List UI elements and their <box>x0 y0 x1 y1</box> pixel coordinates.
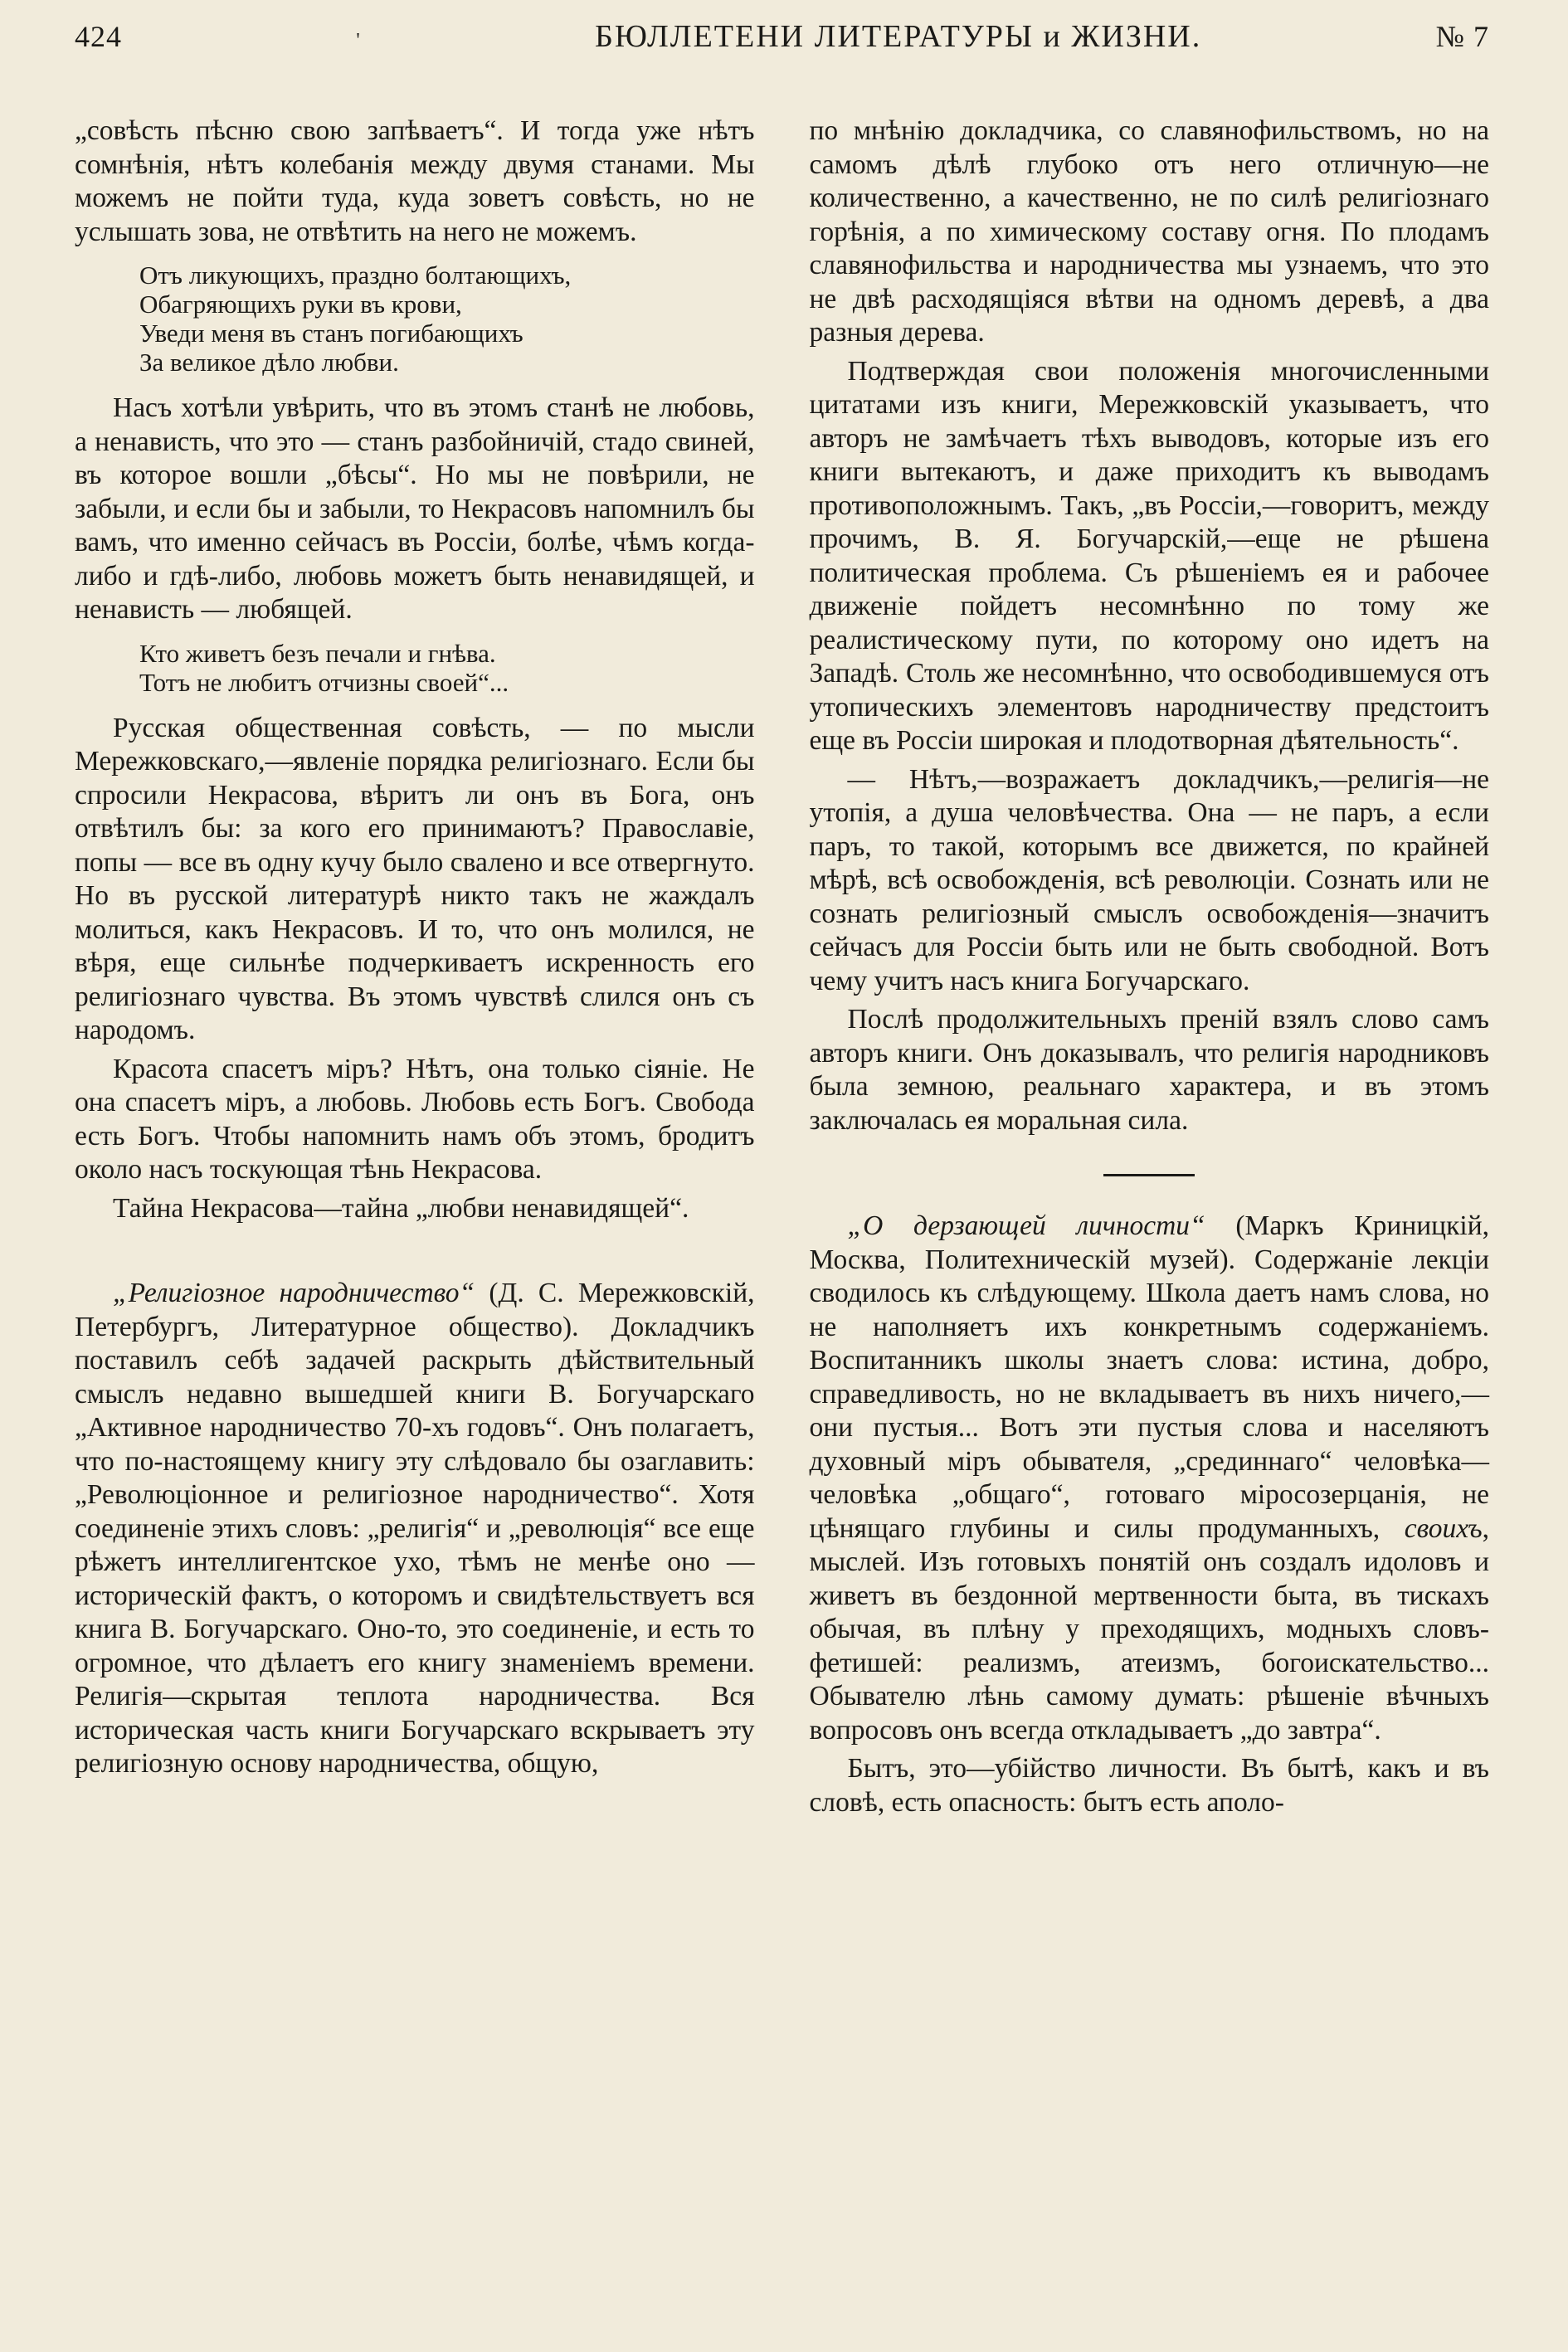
page-number: 424 <box>75 20 122 53</box>
italic-word: своихъ <box>1404 1512 1483 1544</box>
section-divider <box>1103 1174 1195 1176</box>
left-column <box>75 114 755 1824</box>
left-paragraph-1: „совѣсть пѣсню свою запѣваетъ“. И тогда уже нѣтъ сомнѣнія, нѣтъ колебанія между двумя станами. Мы можемъ не пойти туда, куда зоветъ совѣсть, но не услышать зова, не отвѣтить на него не можемъ. <box>75 115 755 247</box>
verse-line: Уведи меня въ станъ погибающихъ <box>139 319 523 348</box>
section-gap <box>75 1230 755 1277</box>
left-paragraph-2: Насъ хотѣли увѣрить, что въ этомъ станѣ не любовь, а ненависть, что это — станъ разбойничій, стадо свиней, въ которое вошли „бѣсы“. Но мы не повѣрили, не забыли, и если бы и забыли, то Некрасовъ напомнилъ бы вамъ, что именно сейчасъ въ Россіи, болѣе, чѣмъ когда-либо и гдѣ-либо, любовь можетъ быть ненавидящей, и ненависть — любящей. <box>75 392 755 625</box>
left-paragraph-4: Красота спасетъ міръ? Нѣтъ, она только сіяніе. Не она спасетъ міръ, а любовь. Любовь есть Богъ. Свобода есть Богъ. Чтобы напомнить намъ объ этомъ, бродитъ около насъ тоскующая тѣнь Некрасова. <box>75 1053 755 1185</box>
lecture-text: (Маркъ Криницкій, Москва, Политехническій музей). Содержаніе лекціи сводилось къ слѣдующему. Школа даетъ намъ слова, но не наполняетъ ихъ конкретнымъ содержаніемъ. Воспитанникъ школы знаетъ слова: истина, добро, справедливость, но не вкладываетъ въ нихъ ничего,— они пустыя... Вотъ эти пустыя слова и населяютъ духовный міръ обывателя, „срединнаго“ человѣка—человѣка „общаго“, готоваго міросозерцанія, не цѣнящаго глубины и силы продуманныхъ, <box>809 1210 1489 1544</box>
lecture-title-daring-personality: „О дерзающей личности“ <box>847 1210 1205 1241</box>
verse-block-1 <box>139 261 755 377</box>
right-paragraph-2: Подтверждая свои положенія многочисленными цитатами изъ книги, Мережковскій указываетъ, что авторъ не замѣчаетъ тѣхъ выводовъ, которые изъ его книги вытекаютъ, и даже приходитъ къ выводамъ противоположнымъ. Такъ, „въ Россіи,—говоритъ, между прочимъ, В. Я. Богучарскій,—еще не рѣшена политическая проблема. Съ рѣшеніемъ ея и рабочее движеніе пойдетъ несомнѣнно по тому же реалистическому пути, по которому оно идетъ на Западѣ. Столь же несомнѣнно, что освободившемуся отъ утопическихъ элементовъ народничеству предстоитъ еще въ Россіи широкая и плодотворная дѣятельность“. <box>809 355 1489 756</box>
verse-line: Тотъ не любитъ отчизны своей“... <box>139 667 509 697</box>
right-paragraph-6: Бытъ, это—убійство личности. Въ бытѣ, какъ и въ словѣ, есть опасность: бытъ есть аполо- <box>809 1753 1489 1818</box>
issue-number: № 7 <box>1435 20 1489 53</box>
right-paragraph-1: по мнѣнію докладчика, со славянофильствомъ, но на самомъ дѣлѣ глубоко отъ него отличную—не количественно, а качественно, не по силѣ религіознаго горѣнія, а по химическому составу огня. По плодамъ славянофильства и народничества мы узнаемъ, что это не двѣ расходящіяся вѣтви на одномъ деревѣ, а два разныя дерева. <box>809 115 1489 348</box>
left-paragraph-5: Тайна Некрасова—тайна „любви ненавидящей“. <box>113 1192 689 1224</box>
right-paragraph-4: Послѣ продолжительныхъ преній взялъ слово самъ авторъ книги. Онъ доказывалъ, что религія народниковъ была земною, реальнаго характера, и въ этомъ заключалась ея моральная сила. <box>809 1004 1489 1136</box>
header-mark: ' <box>356 30 361 51</box>
page-header <box>75 18 1489 76</box>
right-paragraph-3: — Нѣтъ,—возражаетъ докладчикъ,—религія—не утопія, а душа человѣчества. Она — не паръ, а если паръ, то такой, которымъ все движется, по крайней мѣрѣ, всѣ освобожденія, всѣ революціи. Сознать или не сознать религіозный смыслъ освобожденія—значитъ сейчасъ для Россіи быть или не быть свободной. Вотъ чему учитъ насъ книга Богучарскаго. <box>809 763 1489 996</box>
right-paragraph-5 <box>810 1210 1490 1747</box>
verse-line: Отъ ликующихъ, праздно болтающихъ, <box>139 261 572 290</box>
lecture-title-religious-narodnichestvo: „Религіозное народничество“ <box>113 1278 475 1308</box>
lecture-text-end: , мыслей. Изъ готовыхъ понятій онъ создалъ идоловъ и живетъ въ бездонной мертвенности быта, въ тискахъ обычая, въ плѣну у преходящихъ, модныхъ словъ-фетишей: реализмъ, атеизмъ, богоискательство... Обывателю лѣнь самому думать: рѣшеніе вѣчныхъ вопросовъ онъ всегда откладываетъ „до завтра“. <box>809 1512 1489 1746</box>
right-column <box>810 114 1490 1824</box>
verse-block-2 <box>139 639 755 697</box>
verse-line: Обагряющихъ руки въ крови, <box>139 290 462 319</box>
running-title: БЮЛЛЕТЕНИ ЛИТЕРАТУРЫ и ЖИЗНИ. <box>595 19 1202 54</box>
left-paragraph-6 <box>75 1277 755 1781</box>
text-columns <box>75 114 1489 1824</box>
left-paragraph-3: Русская общественная совѣсть, — по мысли Мережковскаго,—явленіе порядка религіознаго. Если бы спросили Некрасова, вѣритъ ли онъ въ Бога, онъ отвѣтилъ бы: за кого его принимаютъ? Православіе, попы — все въ одну кучу было свалено и все отвергнуто. Но въ русской литературѣ никто такъ не жаждалъ молиться, какъ Некрасовъ. И то, что онъ молился, не вѣря, еще сильнѣе подчеркиваетъ искренность его религіознаго чувства. Въ этомъ чувствѣ слился онъ съ народомъ. <box>75 712 755 1045</box>
verse-line: За великое дѣло любви. <box>139 348 399 377</box>
verse-line: Кто живетъ безъ печали и гнѣва. <box>139 638 496 668</box>
lecture-text: (Д. С. Мережковскій, Петербургъ, Литературное общество). Докладчикъ поставилъ себѣ задачей раскрыть дѣйствительный смыслъ недавно вышедшей книги В. Богучарскаго „Активное народничество 70-хъ годовъ“. Онъ полагаетъ, что по-настоящему книгу эту слѣдовало бы озаглавить: „Революціонное и религіозное народничество“. Хотя соединеніе этихъ словъ: „религія“ и „революція“ все еще рѣжетъ интеллигентское ухо, тѣмъ не менѣе оно — историческій фактъ, о которомъ и свидѣтельствуетъ вся книга В. Богучарскаго. Оно-то, это соединеніе, и есть то огромное, что дѣлаетъ его книгу знаменіемъ времени. Религія—скрытая теплота народничества. Вся историческая часть книги Богучарскаго вскрываетъ эту религіозную основу народничества, общую, <box>75 1278 755 1779</box>
